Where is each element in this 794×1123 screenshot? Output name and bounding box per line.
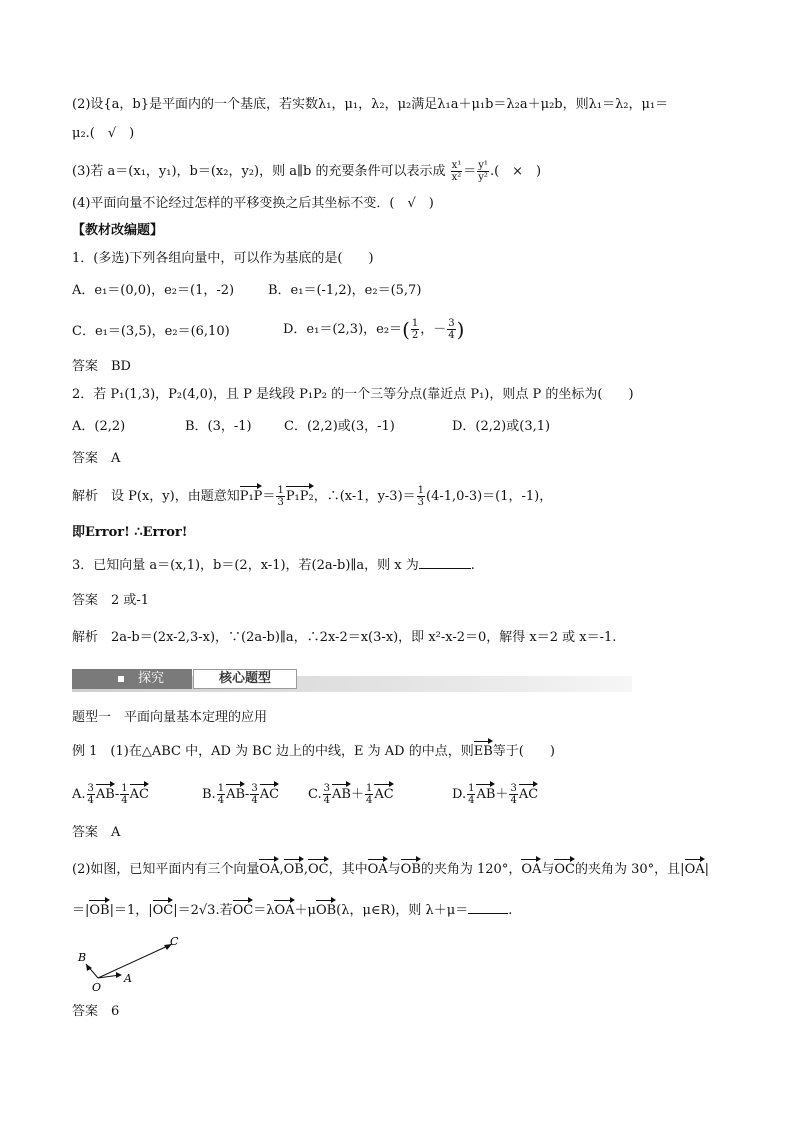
example-1-part2-line2: ＝|OB|＝1，|OC|＝2√3.若OC＝λOA＋μOB(λ，μ∈R)，则 λ＋μ＝ . <box>72 903 513 918</box>
example-1-option-d: D. $\frac{1}{4}$ AB＋ $\frac{3}{4}$ AC <box>452 783 539 806</box>
example-1-option-c: C. $\frac{3}{4}$ AB＋ $\frac{1}{4}$ AC <box>308 783 394 806</box>
problem-2-stem: 2．若 P₁(1,3)，P₂(4,0)，且 P 是线段 P₁P₂ 的一个三等分点(靠近点 P₁)，则点 P 的坐标为( ) <box>72 387 634 402</box>
problem-2-answer: 答案 A <box>72 451 121 466</box>
problem-1-option-c: C．e₁＝(3,5)，e₂＝(6,10) <box>72 324 230 339</box>
problem-2-analysis: 解析 设 P(x，y)，由题意知P₁P＝ $\frac{1}{3}$ P₁P₂，∴(x-1，y-3)＝ $\frac{1}{3}$ (4-1,0-3)＝(1，-1)， <box>72 485 553 508</box>
problem-1-option-d: D．e₁＝(2,3)，e₂＝( $\frac{1}{2}$ ，－ $\frac{3}{4}$ ) <box>283 317 465 342</box>
item-4: (4)平面向量不论经过怎样的平移变换之后其坐标不变．( √ ) <box>72 196 434 211</box>
problem-1-option-b: B．e₁＝(-1,2)，e₂＝(5,7) <box>268 283 422 298</box>
fraction-y: $\frac{\text{y¹}}{\text{y²}}$ <box>478 160 488 183</box>
example-1-stem: 例 1 (1)在△ABC 中，AD 为 BC 边上的中线，E 为 AD 的中点，则EB等于( ) <box>72 744 555 759</box>
example-1-part2-line1: (2)如图，已知平面内有三个向量OA,OB,OC，其中OA与OB的夹角为 120°，OA与OC的夹角为 30°，且|OA| <box>72 862 709 877</box>
problem-3-analysis: 解析 2a-b＝(2x-2,3-x)，∵(2a-b)∥a，∴2x-2＝x(3-x)，即 x²-x-2＝0，解得 x＝2 或 x＝-1. <box>72 630 617 645</box>
vector-figure <box>72 932 192 996</box>
example-1-answer-2: 答案 6 <box>72 1004 120 1019</box>
section-banner-left: 探究 <box>72 669 192 689</box>
answer-blank <box>419 556 471 569</box>
label-o: O <box>92 981 102 994</box>
problem-2-option-b: B．(3，-1) <box>185 419 252 434</box>
problem-1-stem: 1．(多选)下列各组向量中，可以作为基底的是( ) <box>72 251 374 266</box>
example-1-option-b: B. $\frac{1}{4}$ AB- $\frac{3}{4}$ AC <box>202 783 280 806</box>
item-2-line2: μ₂.( √ ) <box>72 126 135 141</box>
problem-3-answer: 答案 2 或-1 <box>72 593 150 608</box>
item-2-line1: (2)设{a，b}是平面内的一个基底，若实数λ₁，μ₁，λ₂，μ₂满足λ₁a＋μ₁b＝λ₂a＋μ₂b，则λ₁＝λ₂，μ₁＝ <box>72 97 669 112</box>
problem-3-stem: 3．已知向量 a＝(x,1)，b＝(2，x-1)，若(2a-b)∥a，则 x 为 . <box>72 558 475 573</box>
fraction-x: $\frac{\text{x¹}}{\text{x²}}$ <box>451 160 462 183</box>
problem-2-option-d: D．(2,2)或(3,1) <box>452 419 551 434</box>
vector-oc <box>98 944 172 978</box>
label-b: B <box>78 951 87 964</box>
section-banner-right: 核心题型 <box>193 669 297 689</box>
example-1-answer-1: 答案 A <box>72 825 121 840</box>
topic-title: 题型一 平面向量基本定理的应用 <box>72 710 268 725</box>
section-title-textbook: 【教材改编题】 <box>72 223 164 238</box>
problem-1-answer: 答案 BD <box>72 359 131 374</box>
label-a: A <box>124 972 132 985</box>
example-1-option-a: A. $\frac{3}{4}$ AB- $\frac{1}{4}$ AC <box>72 783 149 806</box>
problem-1-option-a: A．e₁＝(0,0)，e₂＝(1，-2) <box>72 283 235 298</box>
problem-2-error-line: 即Error! ∴Error! <box>72 525 188 540</box>
problem-2-option-c: C．(2,2)或(3，-1) <box>284 419 395 434</box>
answer-blank-2 <box>468 901 508 914</box>
problem-2-option-a: A．(2,2) <box>72 419 126 434</box>
label-c: C <box>170 935 179 948</box>
item-3: (3)若 a＝(x₁，y₁)，b＝(x₂，y₂)，则 a∥b 的充要条件可以表示成 $\frac{\text{x¹}}{\text{x²}}$ ＝ $\frac{\text{y¹}}{\text{y²}}$ .( × ) <box>72 160 542 183</box>
